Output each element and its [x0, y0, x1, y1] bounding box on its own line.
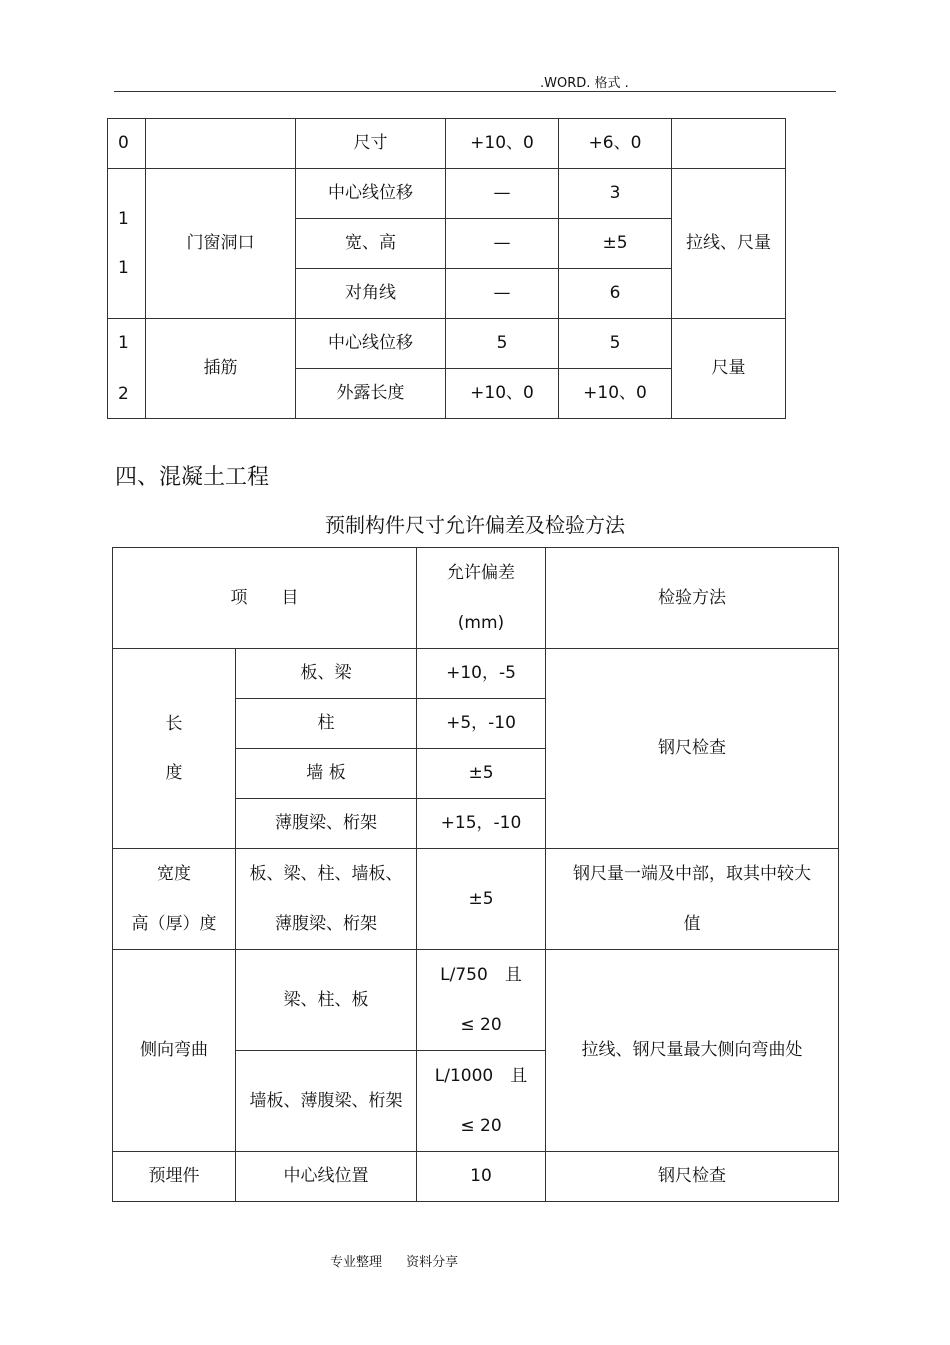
header-method: 检验方法: [546, 548, 839, 649]
method-cell: 钢尺检查: [546, 649, 839, 849]
tolerance-cell: +5，-10: [417, 699, 546, 749]
tolerance-cell: 5: [559, 319, 672, 369]
row-number-char: 2: [118, 384, 129, 405]
row-number-char: 1: [118, 332, 129, 353]
table-row: [113, 849, 839, 950]
tolerance-cell: ±5: [559, 219, 672, 269]
tolerance-cell: 10: [417, 1152, 546, 1202]
tolerance-cell: —: [446, 169, 559, 219]
method-cell: 钢尺检查: [546, 1152, 839, 1202]
sub-item-cell: 对角线: [296, 269, 446, 319]
table-header-row: [113, 548, 839, 649]
sub-item-cell: 薄腹梁、桁架: [236, 799, 417, 849]
tolerance-table-continued: [107, 118, 786, 419]
tolerance-cell: —: [446, 219, 559, 269]
tolerance-cell: +15，-10: [417, 799, 546, 849]
item-cell: 插筋: [146, 319, 296, 419]
length-label-char: 度: [165, 763, 183, 784]
tolerance-cell: 3: [559, 169, 672, 219]
tolerance-cell: 5: [446, 319, 559, 369]
tolerance-cell: ±5: [417, 749, 546, 799]
sub-item-line2: 薄腹梁、桁架: [275, 913, 377, 934]
sub-item-cell: [236, 849, 417, 950]
row-number: [108, 169, 146, 319]
sub-item-cell: 柱: [236, 699, 417, 749]
sub-item-cell: 宽、高: [296, 219, 446, 269]
row-number-char: 1: [118, 258, 129, 279]
table-row: [113, 649, 839, 699]
item-cell: [146, 119, 296, 169]
footer-right: 资料分享: [406, 1255, 459, 1270]
sub-item-cell: 中心线位置: [236, 1152, 417, 1202]
method-line2: 值: [683, 913, 701, 934]
sub-item-cell: 板、梁: [236, 649, 417, 699]
width-label: [113, 849, 236, 950]
tolerance-line2: ≤ 20: [460, 1115, 502, 1136]
sub-item-cell: 梁、柱、板: [236, 950, 417, 1051]
method-line1: 钢尺量一端及中部，取其中较大: [573, 863, 811, 884]
tolerance-cell: ±5: [417, 849, 546, 950]
method-cell: [546, 849, 839, 950]
table-title: 预制构件尺寸允许偏差及检验方法: [325, 513, 625, 537]
header-item: 项 目: [113, 548, 417, 649]
width-label-line1: 宽度: [157, 863, 191, 884]
header-rule: [114, 91, 836, 92]
width-label-line2: 高（厚）度: [131, 913, 217, 934]
table-row: [108, 319, 786, 369]
row-number: 0: [108, 119, 146, 169]
tolerance-cell: +10、0: [446, 369, 559, 419]
bend-label: 侧向弯曲: [113, 950, 236, 1152]
method-cell: 拉线、尺量: [672, 169, 786, 319]
sub-item-cell: 墙 板: [236, 749, 417, 799]
sub-item-cell: 墙板、薄腹梁、桁架: [236, 1051, 417, 1152]
sub-item-line1: 板、梁、柱、墙板、: [249, 863, 403, 884]
row-number-char: 1: [118, 208, 129, 229]
tolerance-cell: +10、0: [446, 119, 559, 169]
method-cell: [672, 119, 786, 169]
sub-item-cell: 中心线位移: [296, 319, 446, 369]
tolerance-cell: 6: [559, 269, 672, 319]
row-number: [108, 319, 146, 419]
sub-item-cell: 中心线位移: [296, 169, 446, 219]
method-cell: 尺量: [672, 319, 786, 419]
header-tolerance-line2: (mm): [457, 612, 505, 633]
item-cell: 门窗洞口: [146, 169, 296, 319]
table-row: [113, 1152, 839, 1202]
sub-item-cell: 尺寸: [296, 119, 446, 169]
length-label: [113, 649, 236, 849]
sub-item-cell: 外露长度: [296, 369, 446, 419]
footer-left: 专业整理: [330, 1255, 383, 1270]
header-tolerance-line1: 允许偏差: [447, 562, 515, 583]
page-header-text: .WORD. 格式 .: [540, 76, 629, 91]
precast-tolerance-table: [112, 547, 839, 1202]
tolerance-cell: +10、0: [559, 369, 672, 419]
table-row: [113, 950, 839, 1051]
section-title: 四、混凝土工程: [115, 465, 270, 490]
table-row: [108, 119, 786, 169]
page-footer: [330, 1251, 478, 1270]
tolerance-cell: [417, 950, 546, 1051]
tolerance-line1: L/1000 且: [434, 1065, 528, 1086]
tolerance-cell: +6、0: [559, 119, 672, 169]
tolerance-cell: —: [446, 269, 559, 319]
tolerance-line2: ≤ 20: [460, 1014, 502, 1035]
tolerance-line1: L/750 且: [440, 964, 522, 985]
method-cell: 拉线、钢尺量最大侧向弯曲处: [546, 950, 839, 1152]
embed-label: 预埋件: [113, 1152, 236, 1202]
tolerance-cell: [417, 1051, 546, 1152]
length-label-char: 长: [165, 713, 183, 734]
tolerance-cell: +10，-5: [417, 649, 546, 699]
header-tolerance: [417, 548, 546, 649]
table-row: [108, 169, 786, 219]
